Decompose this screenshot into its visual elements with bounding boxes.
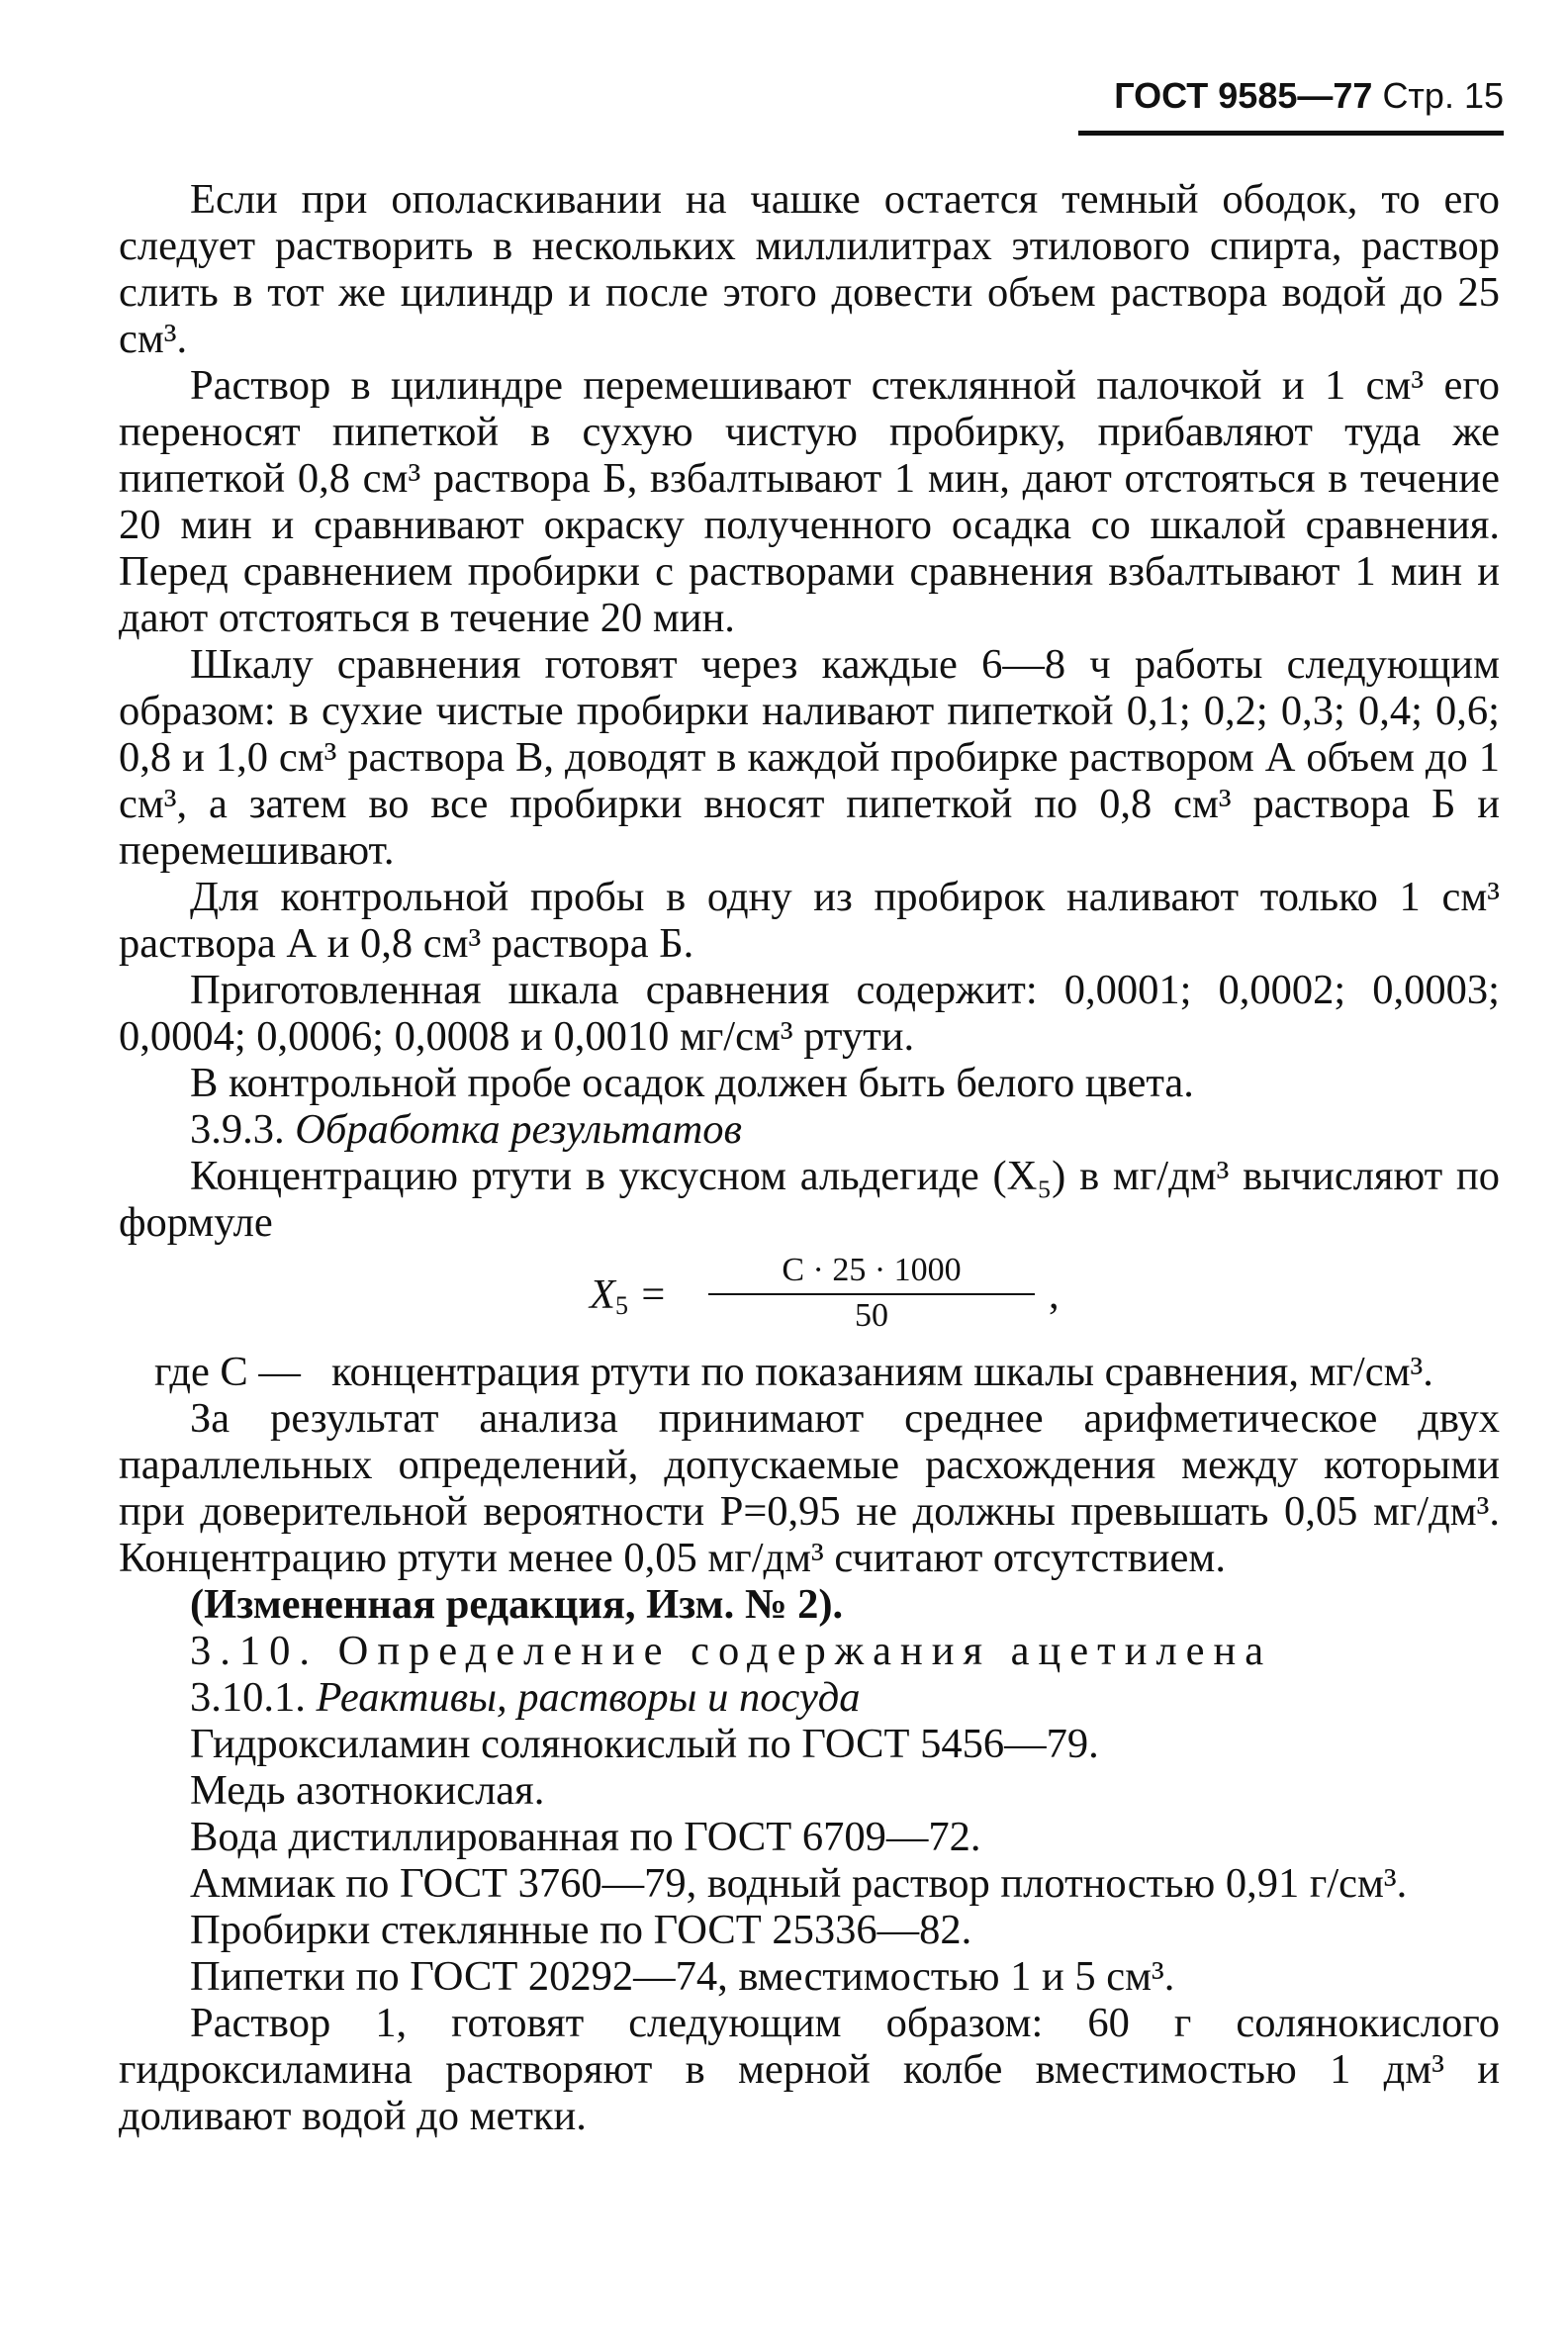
- paragraph: Раствор в цилиндре перемешивают стеклянной палочкой и 1 см³ его переносят пипеткой в сухую чистую пробирку, прибавляют туда же пипеткой 0,8 см³ раствора Б, взбалтывают 1 мин, дают отстояться в течение 20 мин и сравнивают окраску полученного осадка со шкалой сравнения. Перед сравнением пробирки с растворами сравнения взбалтывают 1 мин и дают отстояться в течение 20 мин.: [119, 362, 1500, 641]
- section-number: 3.10.1.: [190, 1674, 306, 1721]
- page-header: [1108, 75, 1504, 117]
- section-heading-3-10: 3.10. Определение содержания ацетилена: [190, 1628, 1273, 1674]
- formula-fraction: [708, 1250, 1035, 1337]
- reagent-item: Пробирки стеклянные по ГОСТ 25336—82.: [190, 1907, 972, 1953]
- where-text: концентрация ртути по показаниям шкалы сравнения, мг/см³.: [331, 1349, 1433, 1395]
- section-heading-3-10-1: [119, 1674, 1500, 1721]
- paragraph: Для контрольной пробы в одну из пробирок наливают только 1 см³ раствора А и 0,8 см³ раствора Б.: [119, 874, 1500, 967]
- document-body: [119, 176, 1500, 2139]
- section-number: 3.9.3.: [190, 1106, 285, 1153]
- reagent-item: Гидроксиламин солянокислый по ГОСТ 5456—79.: [190, 1721, 1099, 1767]
- paragraph: Концентрацию ртути в уксусном альдегиде (X₅) в мг/дм³ вычисляют по формуле: [119, 1153, 1500, 1246]
- section-heading-3-9-3: [119, 1106, 1500, 1153]
- header-rule: [1078, 131, 1504, 136]
- section-title: Реактивы, растворы и посуда: [316, 1674, 861, 1721]
- where-label: где C —: [154, 1349, 301, 1395]
- reagent-item: Медь азотнокислая.: [190, 1767, 545, 1814]
- paragraph: В контрольной пробе осадок должен быть белого цвета.: [190, 1060, 1194, 1106]
- paragraph: За результат анализа принимают среднее арифметическое двух параллельных определений, допускаемые расхождения между которыми при доверительной вероятности P=0,95 не должны превышать 0,05 мг/дм³. Концентрацию ртути менее 0,05 мг/дм³ считают отсутствием.: [119, 1395, 1500, 1581]
- where-clause: [119, 1349, 1500, 1395]
- paragraph: Раствор 1, готовят следующим образом: 60 г солянокислого гидроксиламина растворяют в мерной колбе вместимостью 1 дм³ и доливают водой до метки.: [119, 2000, 1500, 2139]
- page-number: Стр. 15: [1382, 75, 1504, 116]
- doc-number: ГОСТ 9585—77: [1114, 75, 1373, 116]
- reagent-item: Аммиак по ГОСТ 3760—79, водный раствор плотностью 0,91 г/см³.: [190, 1860, 1408, 1907]
- formula-numerator: C · 25 · 1000: [708, 1250, 1035, 1295]
- amendment-note: (Измененная редакция, Изм. № 2).: [190, 1581, 844, 1628]
- paragraph: Шкалу сравнения готовят через каждые 6—8 ч работы следующим образом: в сухие чистые пробирки наливают пипеткой 0,1; 0,2; 0,3; 0,4; 0,6; 0,8 и 1,0 см³ раствора В, доводят в каждой пробирке раствором А объем до 1 см³, а затем во все пробирки вносят пипеткой по 0,8 см³ раствора Б и перемешивают.: [119, 641, 1500, 874]
- formula-comma: ,: [1049, 1271, 1060, 1318]
- paragraph: Приготовленная шкала сравнения содержит: 0,0001; 0,0002; 0,0003; 0,0004; 0,0006; 0,0008 и 0,0010 мг/см³ ртути.: [119, 967, 1500, 1060]
- formula-denominator: 50: [855, 1297, 888, 1334]
- paragraph: Если при ополаскивании на чашке остается темный ободок, то его следует растворить в нескольких миллилитрах этилового спирта, раствор слить в тот же цилиндр и после этого довести объем раствора водой до 25 см³.: [119, 176, 1500, 362]
- formula-lhs: $X_5$ =: [590, 1271, 668, 1320]
- reagent-item: Пипетки по ГОСТ 20292—74, вместимостью 1 и 5 см³.: [190, 1953, 1175, 2000]
- section-title: Обработка результатов: [295, 1106, 742, 1153]
- reagent-item: Вода дистиллированная по ГОСТ 6709—72.: [190, 1814, 981, 1860]
- formula: [119, 1250, 1500, 1349]
